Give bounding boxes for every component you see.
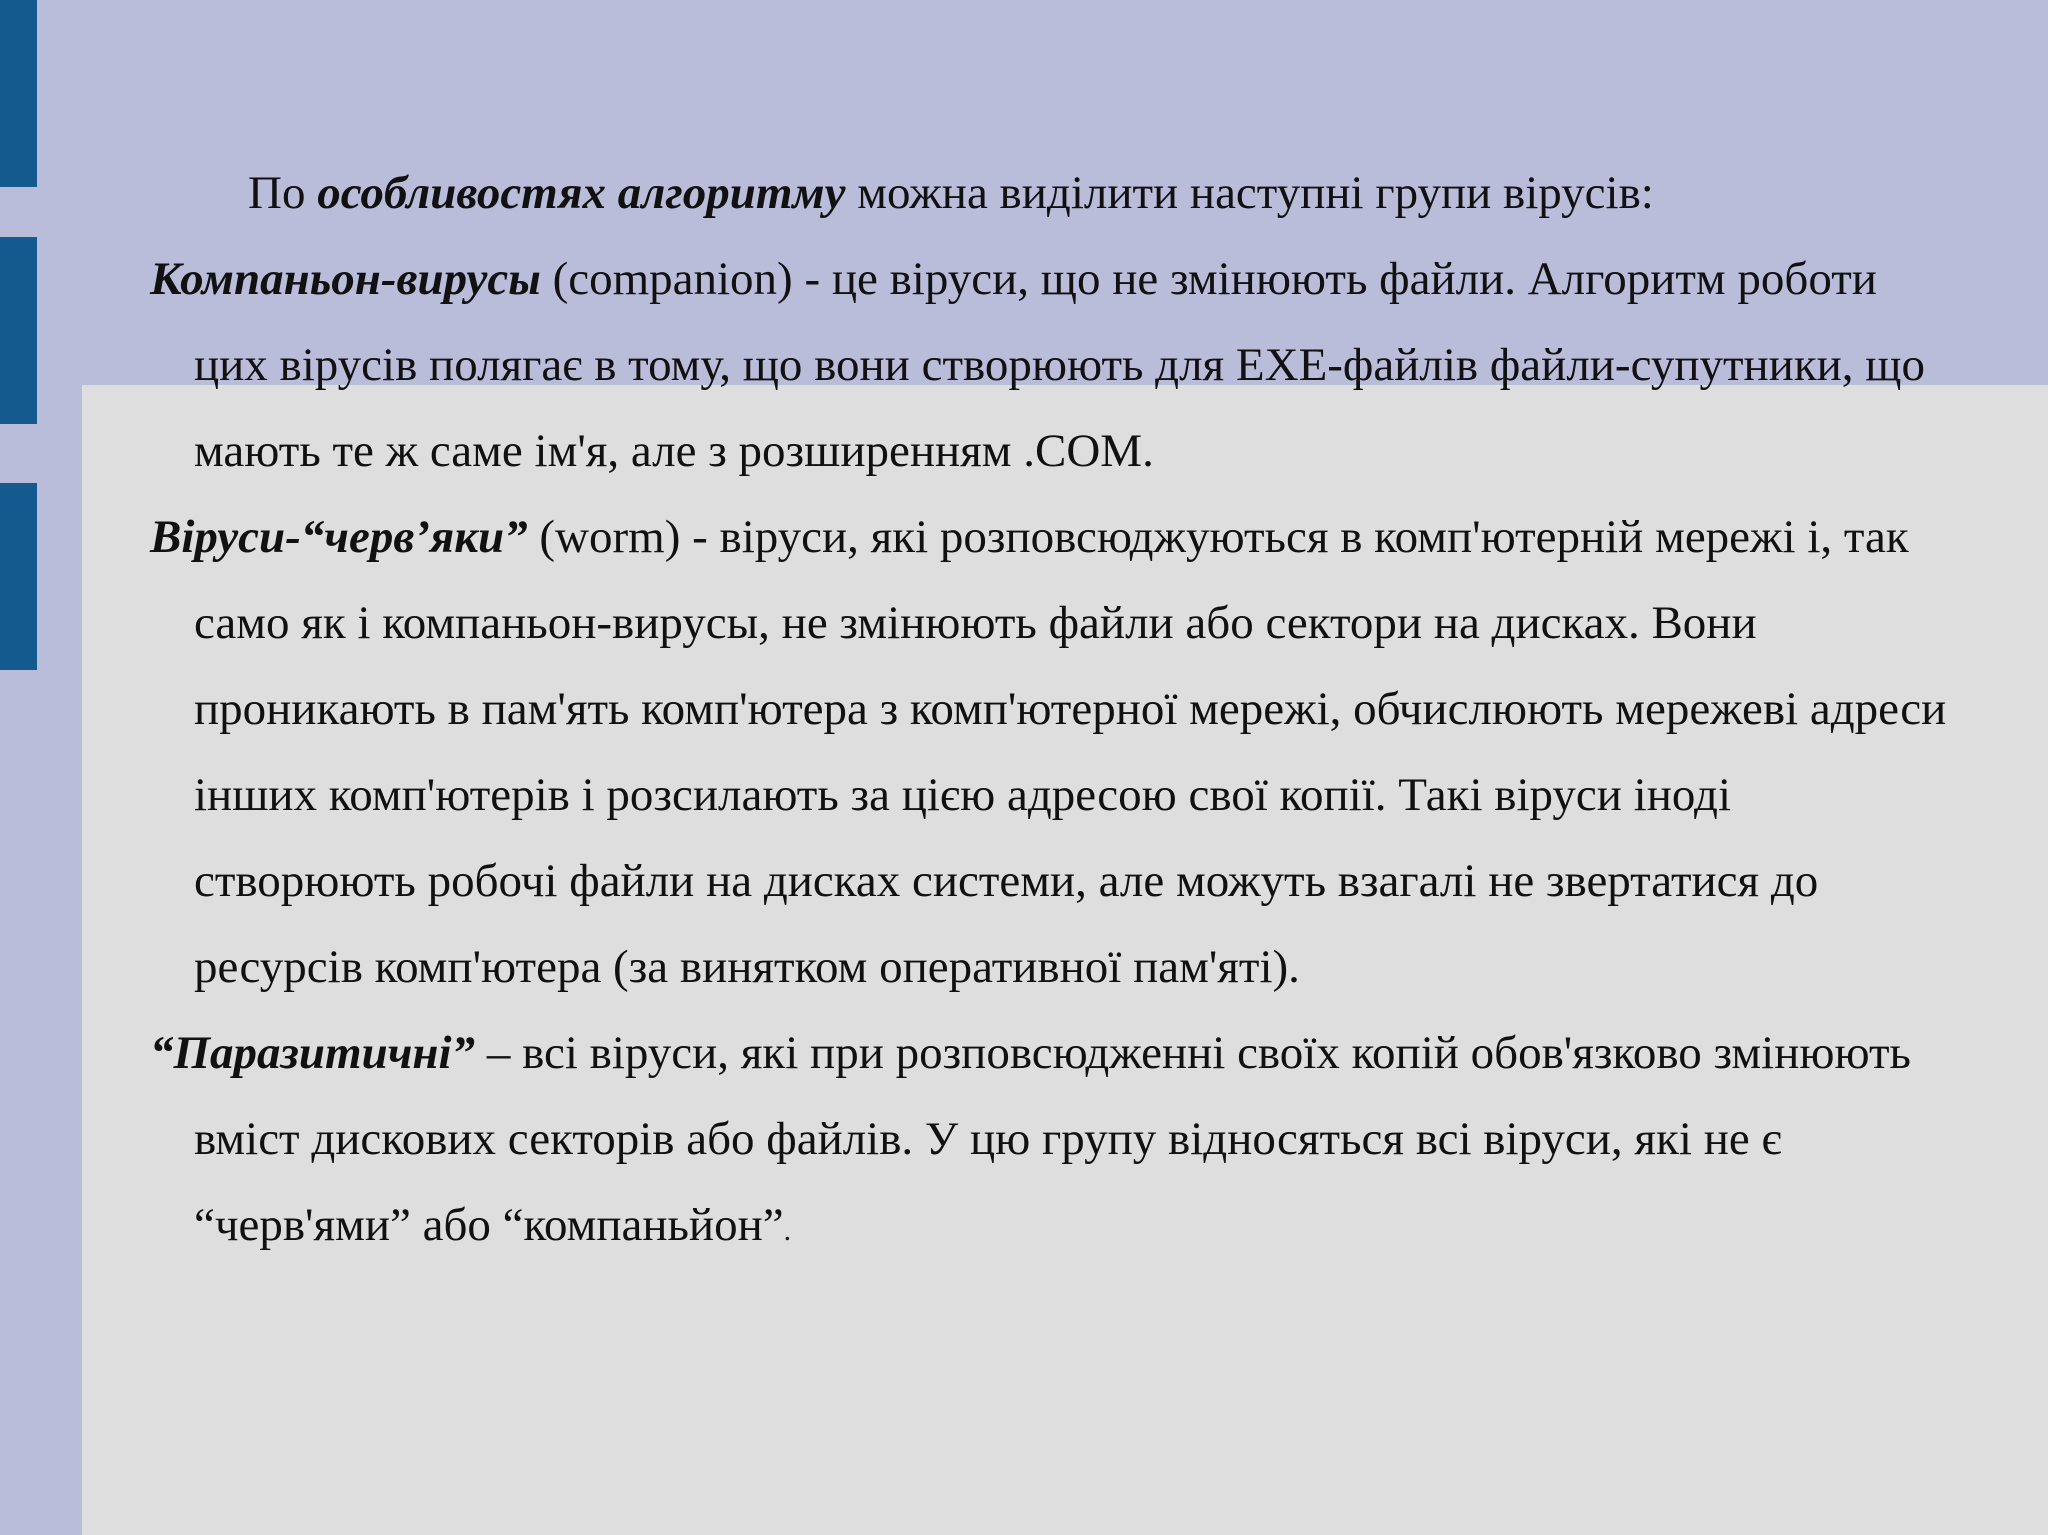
- parasitic-virus-tail: .: [783, 1214, 792, 1247]
- worm-virus-item: [150, 494, 1950, 1010]
- parasitic-virus-term: “Паразитичні”: [150, 1027, 476, 1079]
- worm-virus-term: Віруси-“черв’яки”: [150, 511, 528, 563]
- companion-virus-term: Компаньон-вирусы: [150, 253, 541, 305]
- intro-emphasis: особливостях алгоритму: [317, 167, 846, 219]
- worm-virus-text: (worm) - віруси, які розповсюджуються в комп'ютерній мережі і, так само як і компаньон-вирусы, не змінюють файли або сектори на дисках. Вони проникають в пам'ять комп'ютера з комп'ютерної мережі, обчислюють мережеві адреси інших комп'ютерів і розсилають за цією адресою свої копії. Такі віруси іноді створюють робочі файли на дисках системи, але можуть взагалі не звертатися до ресурсів комп'ютера (за винятком оперативної пам'яті).: [194, 511, 1947, 993]
- parasitic-virus-item: [150, 1010, 1950, 1274]
- slide-body: [150, 150, 1950, 1274]
- parasitic-virus-text: – всі віруси, які при розповсюдженні своїх копій обов'язково змінюють вміст дискових секторів або файлів. У цю групу відносяться всі віруси, які не є “черв'ями” або “компаньйон”: [194, 1027, 1911, 1251]
- accent-bar-middle: [0, 237, 37, 424]
- accent-bar-top: [0, 0, 37, 187]
- intro-suffix: можна виділити наступні групи вірусів:: [845, 167, 1654, 219]
- intro-prefix: По: [248, 167, 318, 219]
- accent-bar-bottom: [0, 483, 37, 670]
- intro-paragraph: [150, 150, 1950, 236]
- companion-virus-item: [150, 236, 1950, 494]
- companion-virus-text: (companion) - це віруси, що не змінюють файли. Алгоритм роботи цих вірусів полягає в тому, що вони створюють для EXE-файлів файли-супутники, що мають те ж саме ім'я, але з розширенням .COM.: [194, 253, 1925, 477]
